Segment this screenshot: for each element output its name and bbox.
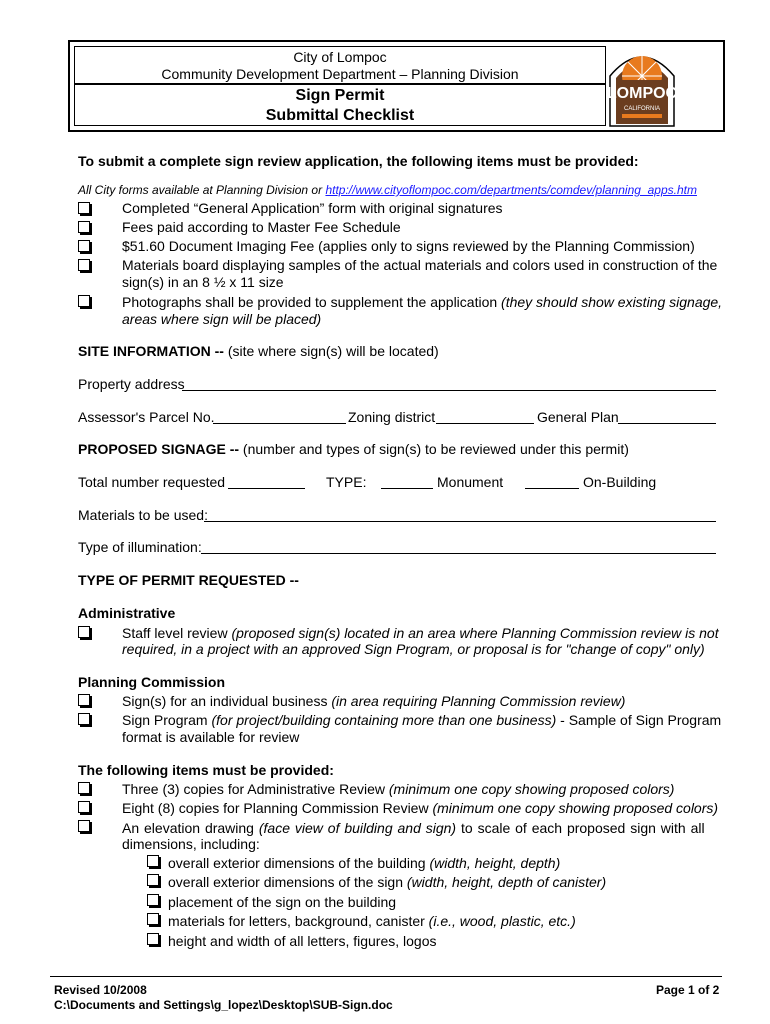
- on-building-field[interactable]: [525, 488, 579, 489]
- checkbox-materials-board[interactable]: [78, 259, 90, 271]
- header-org: [75, 47, 605, 85]
- illumination-label: Type of illumination:: [78, 539, 202, 555]
- footer-revised: Revised 10/2008: [54, 983, 147, 997]
- checkbox-elevation-drawing[interactable]: [78, 820, 90, 832]
- monument-label: Monument: [437, 474, 504, 490]
- staff-review-item: Staff level review (proposed sign(s) located in an area where Planning Commission review is not: [122, 625, 719, 641]
- check-item-photographs: Photographs shall be provided to supplement the application (they should show existing signage,: [122, 294, 723, 310]
- checkbox-pc-copies[interactable]: [78, 801, 90, 813]
- check-item-materials-board: Materials board displaying samples of the actual materials and colors used in construction of the: [122, 257, 718, 273]
- checkbox-sign-dimensions[interactable]: [147, 874, 159, 886]
- site-heading: SITE INFORMATION -- (site where sign(s) will be located): [78, 343, 439, 359]
- materials-field[interactable]: [204, 521, 716, 522]
- property-address-field[interactable]: [182, 390, 716, 391]
- on-building-label: On-Building: [583, 474, 657, 490]
- permit-heading: TYPE OF PERMIT REQUESTED --: [78, 572, 299, 588]
- checkbox-fees[interactable]: [78, 221, 90, 233]
- logo-state: CALIFORNIA: [623, 106, 661, 112]
- proposed-heading: PROPOSED SIGNAGE -- (number and types of sign(s) to be reviewed under this permit): [78, 441, 629, 457]
- footer-page-number: Page 1 of 2: [656, 983, 720, 997]
- header-title-box: [74, 46, 606, 126]
- forms-link[interactable]: http://www.cityoflompoc.com/departments/comdev/planning_apps.htm: [325, 183, 697, 197]
- pc-copies-item: Eight (8) copies for Planning Commission Review (minimum one copy showing proposed colors): [122, 800, 719, 816]
- total-requested-field[interactable]: [228, 488, 305, 489]
- general-plan-field[interactable]: [618, 423, 716, 424]
- check-item-photographs-cont: areas where sign will be placed): [122, 311, 322, 327]
- zoning-field[interactable]: [436, 423, 534, 424]
- apn-field[interactable]: [213, 423, 346, 424]
- sub-item-building-dimensions: overall exterior dimensions of the building (width, height, depth): [168, 855, 561, 871]
- pc-heading: Planning Commission: [78, 674, 226, 690]
- intro-heading: To submit a complete sign review application, the following items must be provided:: [78, 153, 639, 169]
- type-label: TYPE:: [326, 474, 367, 490]
- checkbox-materials[interactable]: [147, 913, 159, 925]
- footer-rule: [50, 976, 722, 977]
- general-plan-label: General Plan: [537, 409, 619, 425]
- sub-item-sign-dimensions: overall exterior dimensions of the sign (width, height, depth of canister): [168, 874, 607, 890]
- materials-label: Materials to be used:: [78, 507, 208, 523]
- admin-heading: Administrative: [78, 605, 176, 621]
- page-subtitle: Submittal Checklist: [265, 107, 415, 124]
- total-requested-label: Total number requested: [78, 474, 226, 490]
- admin-copies-item: Three (3) copies for Administrative Review (minimum one copy showing proposed colors): [122, 781, 675, 797]
- monument-field[interactable]: [381, 488, 433, 489]
- check-item-fees: Fees paid according to Master Fee Schedule: [122, 219, 401, 235]
- checkbox-imaging-fee[interactable]: [78, 240, 90, 252]
- checkbox-staff-review[interactable]: [78, 626, 90, 638]
- sign-program-item-cont: format is available for review: [122, 729, 300, 745]
- checkbox-sign-program[interactable]: [78, 713, 90, 725]
- zoning-label: Zoning district: [348, 409, 436, 425]
- checkbox-general-application[interactable]: [78, 202, 90, 214]
- individual-business-item: Sign(s) for an individual business (in area requiring Planning Commission review): [122, 693, 626, 709]
- checkbox-individual-business[interactable]: [78, 694, 90, 706]
- check-item-general-application: Completed “General Application” form with original signatures: [122, 200, 503, 216]
- check-item-imaging-fee: $51.60 Document Imaging Fee (applies only to signs reviewed by the Planning Commission): [122, 238, 695, 254]
- elevation-drawing-item: An elevation drawing (face view of building and sign) to scale of each proposed sign with all: [122, 820, 705, 836]
- staff-review-item-cont: required, in a project with an approved Sign Program, or proposal is for "change of copy" only): [122, 641, 705, 657]
- checkbox-photographs[interactable]: [78, 295, 90, 307]
- checkbox-sign-placement[interactable]: [147, 894, 159, 906]
- sub-item-sign-placement: placement of the sign on the building: [168, 894, 397, 910]
- apn-label: Assessor's Parcel No.: [78, 409, 215, 425]
- checkbox-building-dimensions[interactable]: [147, 855, 159, 867]
- city-name: City of Lompoc: [293, 49, 387, 65]
- forms-note: All City forms available at Planning Division or http://www.cityoflompoc.com/departments/comdev/planning_apps.htm: [78, 183, 697, 197]
- footer-path: C:\Documents and Settings\g_lopez\Desktop\SUB-Sign.doc: [54, 998, 393, 1012]
- following-heading: The following items must be provided:: [78, 762, 334, 778]
- sign-program-item: Sign Program (for project/building containing more than one business) - Sample of Sign Program: [122, 712, 722, 728]
- department-name: Community Development Department – Planning Division: [161, 66, 519, 82]
- sub-item-materials: materials for letters, background, canister (i.e., wood, plastic, etc.): [168, 913, 576, 929]
- elevation-drawing-item-cont: dimensions, including:: [122, 836, 260, 852]
- checkbox-letter-sizes[interactable]: [147, 933, 159, 945]
- city-logo: [606, 46, 678, 128]
- logo-text: LOMPOC: [606, 85, 678, 102]
- check-item-materials-board-cont: sign(s) in an 8 ½ x 11 size: [122, 274, 284, 290]
- checkbox-admin-copies[interactable]: [78, 782, 90, 794]
- property-address-label: Property address: [78, 376, 185, 392]
- header-title: [75, 85, 605, 127]
- sub-item-letter-sizes: height and width of all letters, figures, logos: [168, 933, 437, 949]
- page-title: Sign Permit: [295, 87, 385, 104]
- illumination-field[interactable]: [201, 553, 716, 554]
